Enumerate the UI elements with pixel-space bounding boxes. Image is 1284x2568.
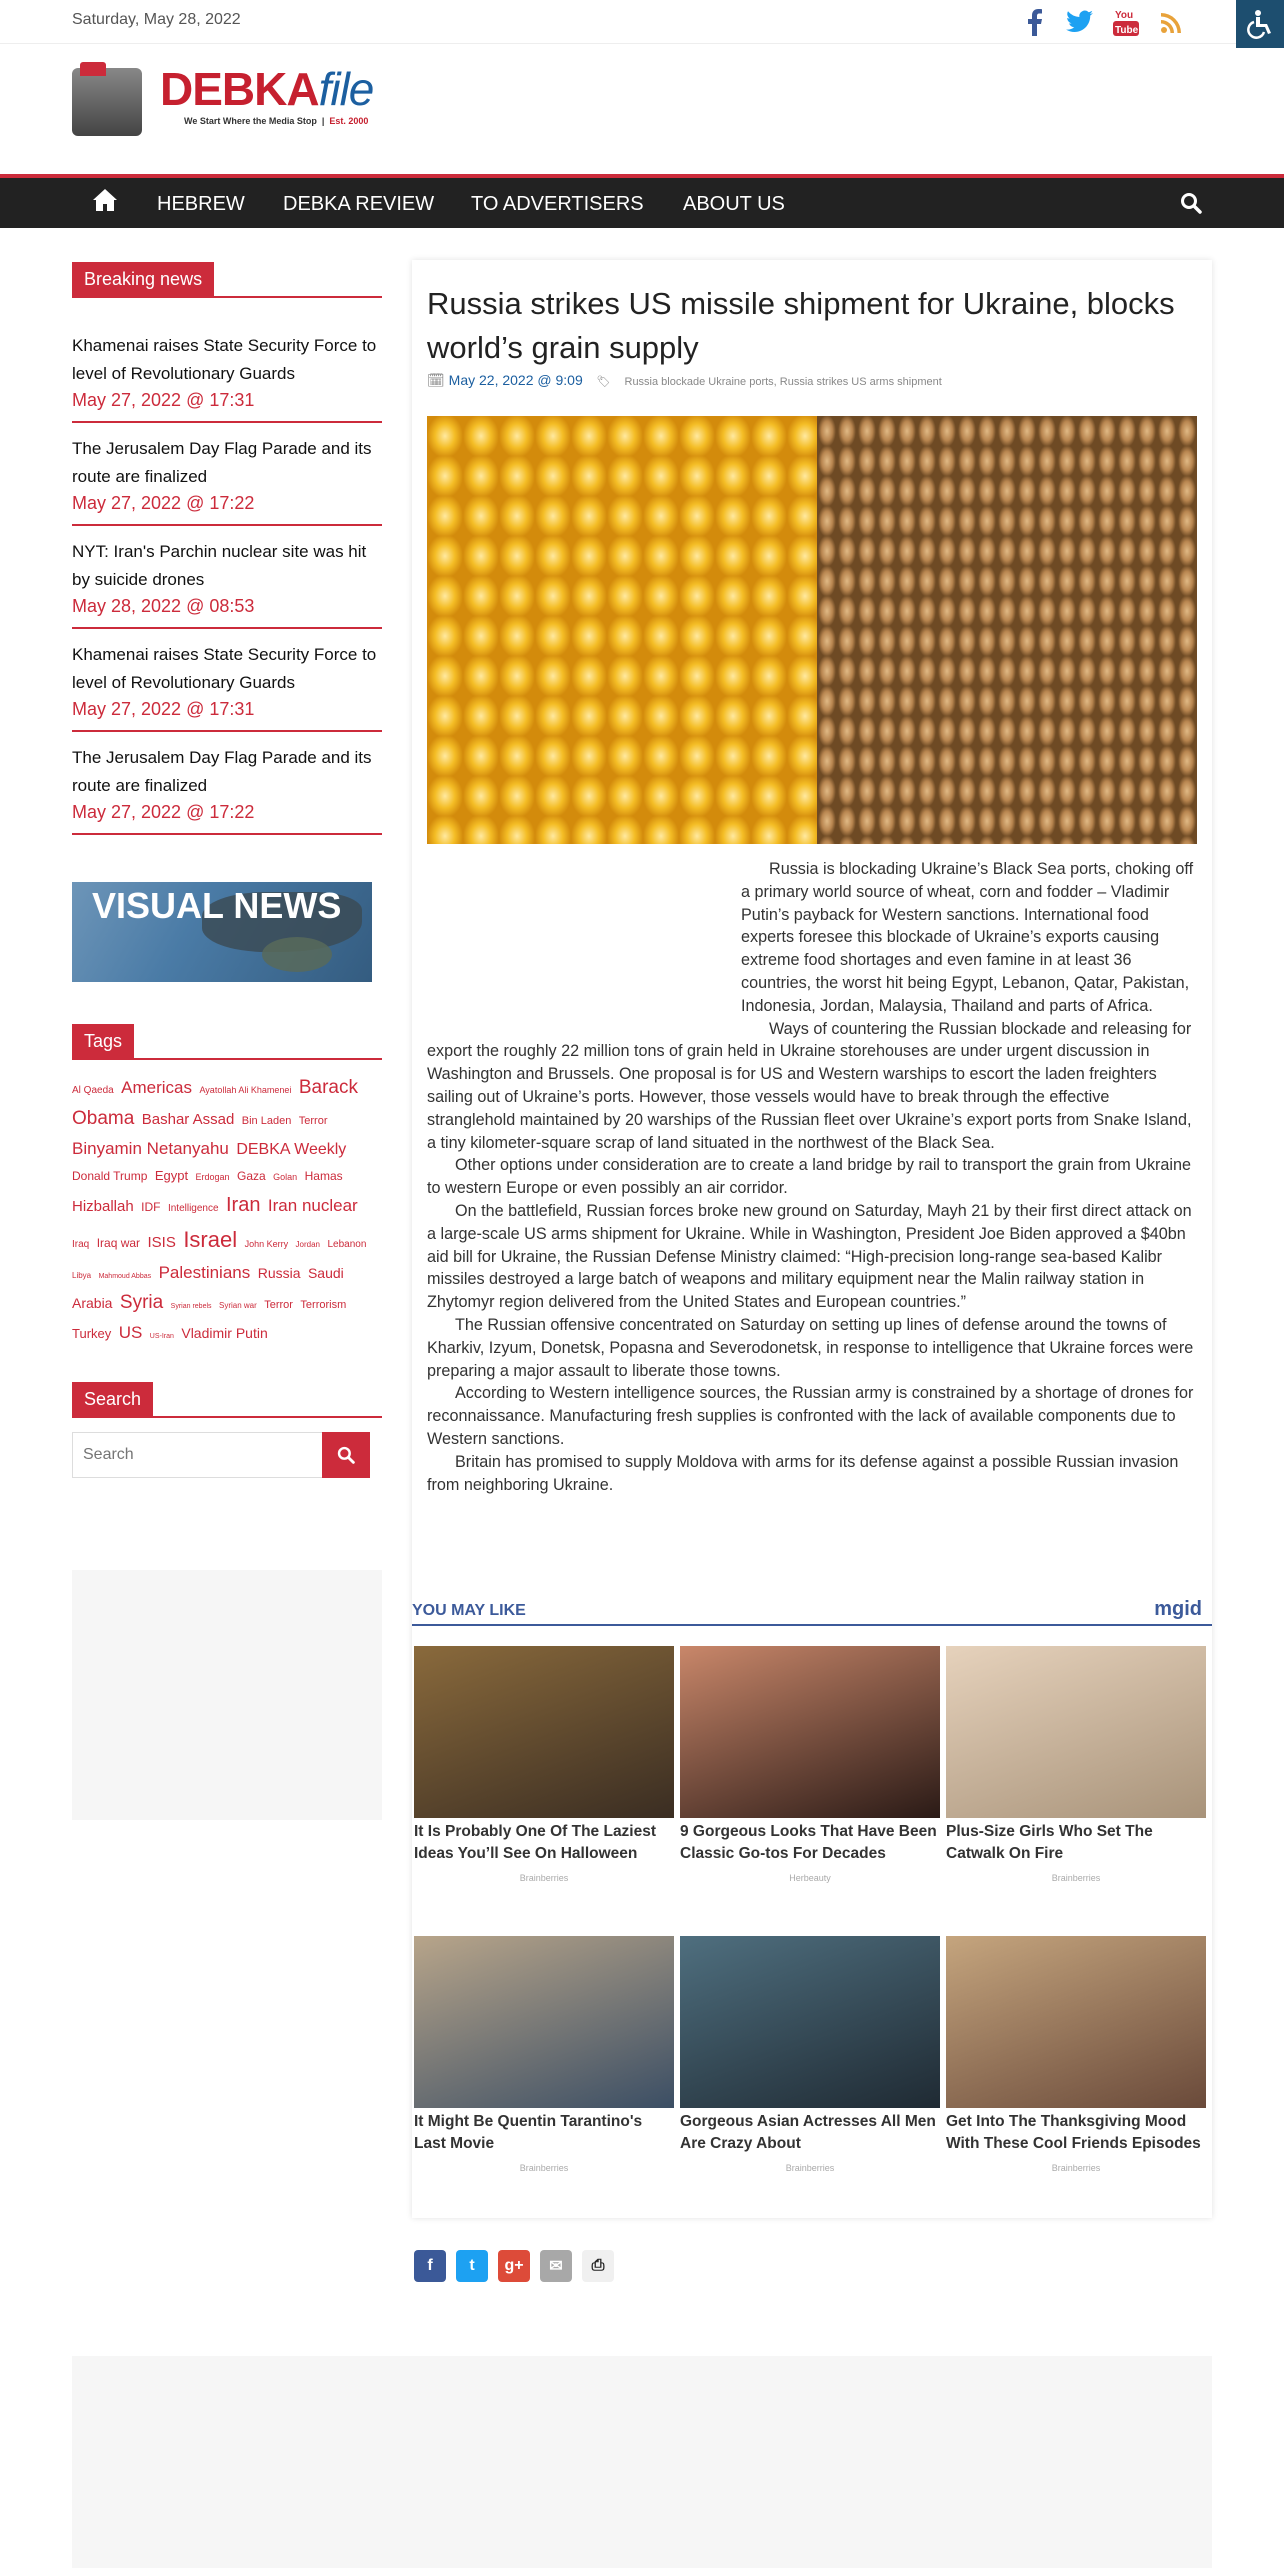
- tag-cloud: [72, 1072, 382, 1347]
- article-date[interactable]: May 22, 2022 @ 9:09: [448, 372, 583, 388]
- card-image[interactable]: [946, 1646, 1206, 1818]
- tag-link[interactable]: Syria: [119, 1292, 164, 1314]
- logo-wordmark: DEBKAfile: [160, 63, 374, 115]
- tag-link[interactable]: Americas: [121, 1078, 193, 1097]
- tag-link[interactable]: Palestinians: [158, 1262, 251, 1282]
- tag-icon: 🏷: [596, 376, 611, 388]
- logo-tagline: We Start Where the Media Stop | Est. 2000: [184, 116, 369, 126]
- tag-link[interactable]: Jordan: [295, 1240, 321, 1250]
- tag-link[interactable]: Binyamin Netanyahu: [72, 1138, 229, 1158]
- tags-heading: Tags: [72, 1024, 382, 1060]
- article-paragraph: Ways of countering the Russian blockade and releasing for export the roughly 22 million tons of grain held in Ukraine storehouses are under urgent discussion in Washington and Brussels. One proposal is for US and Western warships to escort the laden freighters sailing out of Ukraine’s ports. However, those vessels would have to break through the effective stranglehold maintained by 20 warships of the Russian fleet over Ukraine’s export ports from Snake Island, a tiny kilometer-square scrap of land situated in the northwest of the Black Sea.: [427, 1019, 1192, 1152]
- tag-link[interactable]: Gaza: [237, 1169, 266, 1184]
- article-paragraph: Britain has promised to supply Moldova with arms for its defense against a possible Russian invasion from neighboring Ukraine.: [427, 1452, 1179, 1494]
- nav-hebrew[interactable]: HEBREW: [157, 193, 245, 215]
- share-facebook-button[interactable]: [414, 2250, 446, 2282]
- tag-link[interactable]: Libya: [72, 1270, 92, 1280]
- facebook-icon: f: [427, 2257, 433, 2274]
- ad-slot: [427, 858, 741, 1038]
- top-bar: [0, 0, 1284, 44]
- facebook-icon[interactable]: [1018, 6, 1050, 38]
- article-paragraph: According to Western intelligence sources, the Russian army is constrained by a shortage of drones for reconnaissance. Manufacturing fresh supplies is confronted with the lack of available components due to Western sanctions.: [427, 1384, 1194, 1448]
- share-email-button[interactable]: [540, 2250, 572, 2282]
- twitter-icon[interactable]: [1064, 6, 1096, 38]
- sidebar-ad-slot: [72, 1570, 382, 1820]
- email-icon: ✉: [549, 2258, 563, 2275]
- rss-icon[interactable]: [1156, 6, 1188, 38]
- tag-link[interactable]: Egypt: [154, 1168, 189, 1184]
- card-source: Brainberries: [1051, 1873, 1101, 1883]
- svg-text:Tube: Tube: [1115, 25, 1139, 36]
- corn-image: [427, 416, 827, 844]
- search-input[interactable]: [72, 1432, 324, 1478]
- card-title[interactable]: Get Into The Thanksgiving Mood With These Cool Friends Episodes: [946, 2113, 1201, 2152]
- tag-link[interactable]: Hamas: [304, 1169, 343, 1184]
- article-title: Russia strikes US missile shipment for Ukraine, blocks world’s grain supply: [427, 286, 1175, 365]
- recommendation-card[interactable]: [946, 1646, 1206, 1883]
- tag-link[interactable]: US: [118, 1322, 143, 1342]
- social-links: [1018, 6, 1188, 38]
- tag-link[interactable]: DEBKA Weekly: [236, 1140, 347, 1158]
- tag-link[interactable]: Saudi Arabia: [72, 1264, 344, 1312]
- tag-link[interactable]: Mahmoud Abbas: [98, 1272, 152, 1280]
- recommendation-card[interactable]: [414, 1936, 674, 2173]
- tag-link[interactable]: Iran: [226, 1194, 261, 1217]
- visual-news-banner[interactable]: [72, 882, 372, 982]
- tag-link[interactable]: Vladimir Putin: [181, 1324, 268, 1341]
- tag-link[interactable]: Terrorism: [300, 1299, 347, 1312]
- search-button[interactable]: [322, 1432, 370, 1478]
- tag-link[interactable]: John Kerry: [244, 1239, 289, 1250]
- card-image[interactable]: [680, 1646, 940, 1818]
- home-icon[interactable]: [92, 188, 118, 214]
- tag-link[interactable]: Bin Laden: [241, 1115, 292, 1128]
- tag-link[interactable]: IDF: [141, 1200, 161, 1215]
- recommendation-card[interactable]: [946, 1936, 1206, 2173]
- tag-link[interactable]: Turkey: [72, 1325, 112, 1341]
- breaking-news-list: [72, 320, 382, 835]
- recommendation-card[interactable]: [414, 1646, 674, 1883]
- article-paragraph: The Russian offensive concentrated on Saturday on setting up lines of defense around the towns of Kharkiv, Izyum, Donetsk, Popasna and Severodonetsk, in response to intelligence that Ukraine forces were preparing a major assault to liberate those towns.: [427, 1315, 1194, 1380]
- you-may-like-header: [412, 1596, 1212, 1626]
- card-source: Brainberries: [519, 1873, 569, 1883]
- recommendation-card[interactable]: [680, 1646, 940, 1883]
- article-paragraph: On the battlefield, Russian forces broke new ground on Saturday, Mayh 21 by their first direct attack on a large-scale US arms shipment for Ukraine. While in Washington, President Joe Biden approved a $40bn aid bill for Ukraine, the Russian Defense Ministry claimed: “High-precision long-range sea-based Kalibr missiles destroyed a large batch of weapons and military equipment near the Malin railway station in Zhytomyr region delivered from the United States and European countries.”: [427, 1201, 1192, 1312]
- breaking-news-heading: Breaking news: [72, 262, 382, 298]
- search-heading: Search: [72, 1382, 382, 1418]
- card-source: Brainberries: [519, 2163, 569, 2173]
- tag-link[interactable]: Israel: [183, 1227, 238, 1253]
- youtube-icon[interactable]: [1110, 6, 1142, 38]
- googleplus-icon: g+: [504, 2257, 524, 2274]
- share-googleplus-button[interactable]: [498, 2250, 530, 2282]
- article-categories[interactable]: Russia blockade Ukraine ports, Russia strikes US arms shipment: [624, 376, 942, 388]
- mgid-logo[interactable]: mgid: [1154, 1598, 1202, 1620]
- tag-link[interactable]: Terror: [264, 1299, 293, 1312]
- recommendation-card[interactable]: [680, 1936, 940, 2173]
- list-item[interactable]: The Jerusalem Day Flag Parade and its route are finalized May 27, 2022 @ 17:22: [72, 732, 382, 835]
- tag-link[interactable]: Lebanon: [327, 1239, 367, 1251]
- card-title[interactable]: 9 Gorgeous Looks That Have Been Classic Go-tos For Decades: [680, 1823, 937, 1862]
- card-source: Brainberries: [785, 2163, 835, 2173]
- tag-link[interactable]: Ayatollah Ali Khamenei: [199, 1085, 292, 1095]
- card-image[interactable]: [414, 1936, 674, 2108]
- current-date: Saturday, May 28, 2022: [72, 11, 241, 28]
- sidebar-search: [72, 1432, 370, 1478]
- list-item[interactable]: The Jerusalem Day Flag Parade and its route are finalized May 27, 2022 @ 17:22: [72, 423, 382, 526]
- share-print-button[interactable]: [582, 2250, 614, 2282]
- card-source: Brainberries: [1051, 2163, 1101, 2173]
- card-title[interactable]: Plus-Size Girls Who Set The Catwalk On Fire: [946, 1823, 1153, 1862]
- nav-debka-review[interactable]: DEBKA REVIEW: [283, 193, 435, 215]
- tag-link[interactable]: Erdogan: [195, 1172, 230, 1183]
- bottom-ad-slot: [72, 2356, 1212, 2568]
- list-item[interactable]: NYT: Iran's Parchin nuclear site was hit by suicide drones May 28, 2022 @ 08:53: [72, 526, 382, 629]
- tag-link[interactable]: Terror: [298, 1115, 328, 1128]
- visual-news-label: VISUAL NEWS: [92, 885, 342, 926]
- twitter-icon: t: [469, 2257, 475, 2274]
- you-may-like-heading: YOU MAY LIKE: [412, 1602, 526, 1619]
- tag-link[interactable]: Hizballah: [72, 1198, 134, 1216]
- tag-link[interactable]: Russia: [257, 1264, 301, 1281]
- card-image[interactable]: [680, 1936, 940, 2108]
- card-source: Herbeauty: [789, 1873, 831, 1883]
- tag-link[interactable]: Intelligence: [167, 1203, 219, 1215]
- card-title[interactable]: Gorgeous Asian Actresses All Men Are Crazy About: [680, 2113, 936, 2152]
- tag-link[interactable]: ISIS: [147, 1234, 176, 1252]
- tag-link[interactable]: Syrian rebels: [170, 1303, 212, 1311]
- nav-about-us[interactable]: ABOUT US: [683, 193, 785, 215]
- tag-link[interactable]: Bashar Assad: [141, 1111, 235, 1129]
- article-paragraph: Other options under consideration are to create a land bridge by rail to transport the grain from Ukraine to western Europe or even possibly an air corridor.: [427, 1156, 1192, 1198]
- article-paragraph: Russia is blockading Ukraine’s Black Sea ports, choking off a primary world source of wheat, corn and fodder – Vladimir Putin’s payback for Western sanctions. International food experts foresee this blockade of Ukraine’s exports causing extreme food shortages and even famine in at least 36 countries, the worst hit being Egypt, Lebanon, Qatar, Pakistan, Indonesia, Jordan, Malaysia, Thailand and parts of Africa.: [741, 860, 1194, 1015]
- list-item[interactable]: Khamenai raises State Security Force to level of Revolutionary Guards May 27, 2022 @ 17:31: [72, 629, 382, 732]
- wheelchair-icon: [1245, 9, 1275, 39]
- article-hero-image: [427, 416, 1197, 844]
- article-body: [427, 858, 1197, 1496]
- tag-link[interactable]: Golan: [273, 1172, 298, 1183]
- share-buttons: [414, 2250, 614, 2282]
- card-title[interactable]: It Is Probably One Of The Laziest Ideas You’ll See On Halloween: [414, 1823, 657, 1862]
- card-title[interactable]: It Might Be Quentin Tarantino's Last Movie: [414, 2113, 643, 2152]
- card-image[interactable]: [414, 1646, 674, 1818]
- tag-link[interactable]: Syrian war: [218, 1301, 257, 1311]
- svg-text:You: You: [1115, 10, 1134, 21]
- wheat-image: [817, 416, 1197, 844]
- site-logo[interactable]: [72, 62, 392, 142]
- tag-link[interactable]: Barack Obama: [72, 1077, 358, 1130]
- share-twitter-button[interactable]: [456, 2250, 488, 2282]
- tag-link[interactable]: Al Qaeda: [72, 1085, 114, 1096]
- tag-link[interactable]: US-Iran: [149, 1332, 174, 1340]
- article-meta: [427, 372, 942, 389]
- main-nav: [0, 174, 1284, 228]
- nav-to-advertisers[interactable]: TO ADVERTISERS: [471, 193, 644, 215]
- card-image[interactable]: [946, 1936, 1206, 2108]
- tag-link[interactable]: Iraq war: [96, 1236, 141, 1251]
- accessibility-button[interactable]: [1236, 0, 1284, 48]
- tag-link[interactable]: Iraq: [72, 1239, 90, 1251]
- tag-link[interactable]: Donald Trump: [72, 1169, 148, 1184]
- article: [412, 260, 1212, 2275]
- list-item[interactable]: Khamenai raises State Security Force to level of Revolutionary Guards May 27, 2022 @ 17:31: [72, 320, 382, 423]
- calendar-icon: 🗓: [427, 372, 445, 388]
- print-icon: ⎙: [591, 2257, 605, 2274]
- logo-emblem: [72, 68, 142, 136]
- tag-link[interactable]: Iran nuclear: [267, 1196, 358, 1216]
- search-icon[interactable]: [1180, 192, 1202, 219]
- search-icon: [337, 1446, 355, 1464]
